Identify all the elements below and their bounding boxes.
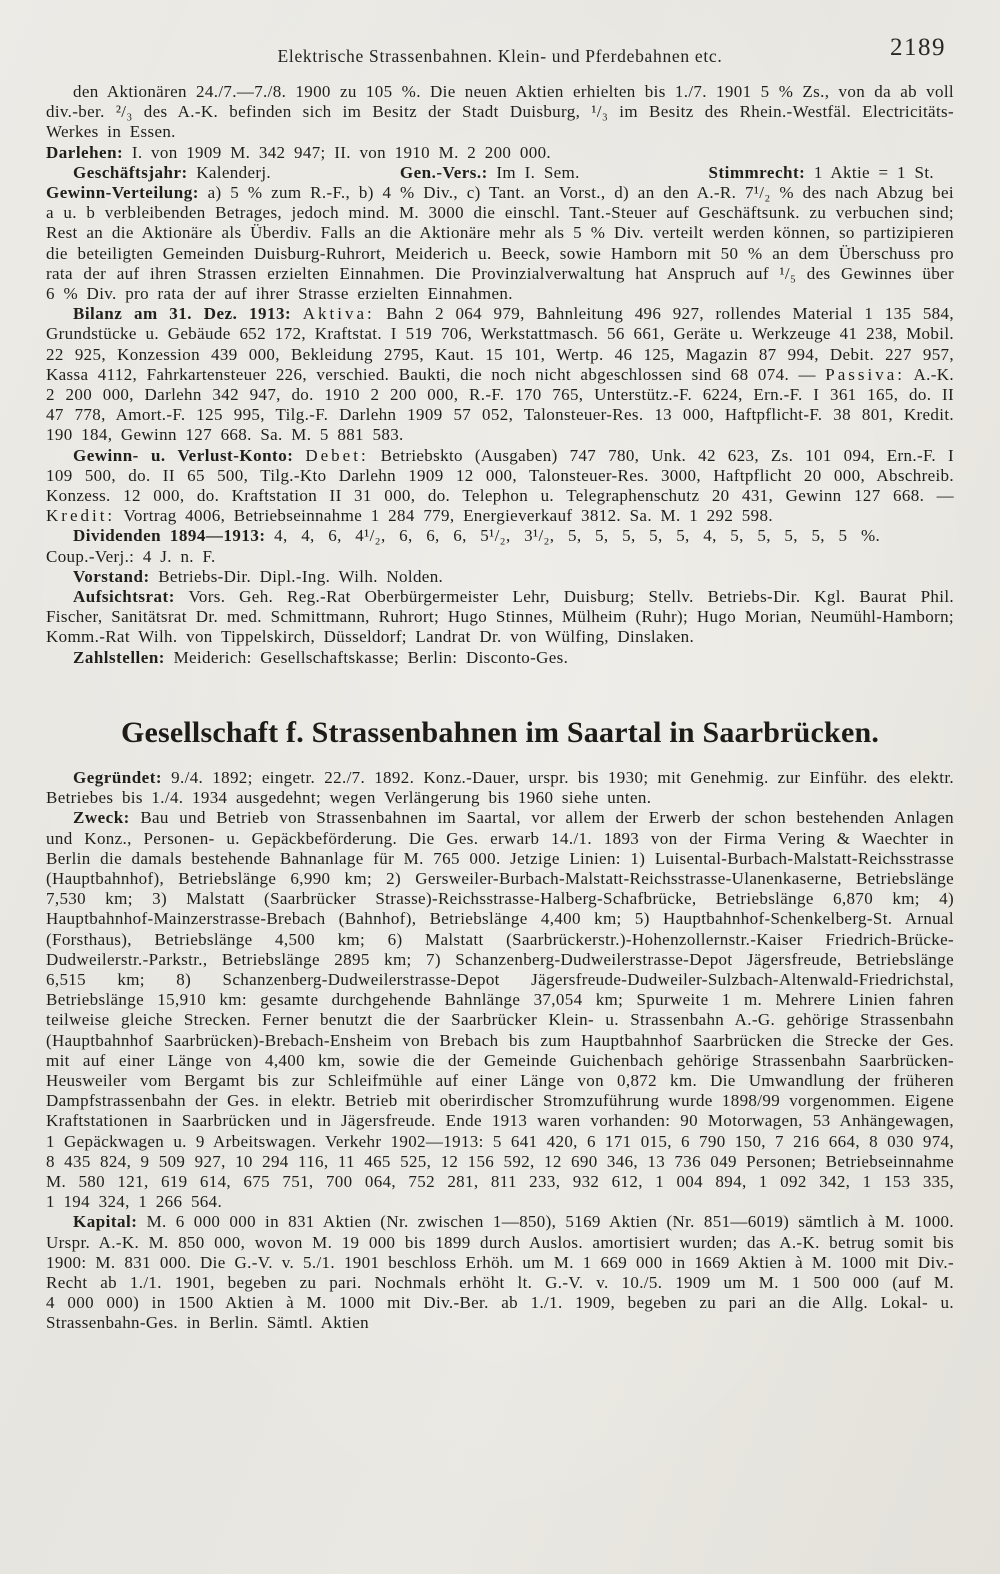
debet-text: Betriebskto (Ausgaben) 747 780, Unk. 42 623, Zs. 101 094, Ern.-F. I 109 500, do. II 65 500, Tilg.-Kto Darlehn 1909 12 000, Talonsteuer-Res. 3000, Haftpflicht 20 000, Abschreib. Konzess. 12 000, do. Kraftstation II 31 000, do. Telephon u. Telegraphenschutz 20 431, Gewinn 127 668. —: [46, 445, 954, 506]
gewinn-verteilung-label: Gewinn-Verteilung:: [46, 183, 199, 203]
paragraph-kapital: [46, 1212, 954, 1333]
gegruendet-text: 9./4. 1892; eingetr. 22./7. 1892. Konz.-Dauer, urspr. bis 1930; mit Genehmig. zur Einführ. des elektr. Betriebes bis 1./4. 1934 ausgedehnt; wegen Verlängerung bis 1960 siehe unten.: [46, 767, 954, 808]
paragraph-gewinn-verteilung: [46, 183, 954, 304]
guv-label: Gewinn- u. Verlust-Konto:: [73, 445, 294, 465]
gegruendet-label: Gegründet:: [73, 767, 163, 787]
paragraph-dividenden: [46, 526, 954, 546]
zahlstellen-text: Meiderich: Gesellschaftskasse; Berlin: Disconto-Ges.: [173, 647, 569, 667]
passiva-label: Passiva:: [825, 364, 906, 384]
geschaeftsjahr-label: Geschäftsjahr:: [73, 162, 188, 182]
aktiva-label: Aktiva:: [302, 304, 375, 324]
fact-gen-vers: [400, 163, 580, 183]
kredit-label: Kredit:: [46, 506, 116, 526]
dividenden-values: 4, 4, 6, 4¹/₂, 6, 6, 6, 5¹/₂, 3¹/₂, 5, 5, 5, 5, 5, 4, 5, 5, 5, 5, 5 %.: [274, 526, 881, 546]
kapital-text: M. 6 000 000 in 831 Aktien (Nr. zwischen 1—850), 5169 Aktien (Nr. 851—6019) sämtlich à M. 1000. Urspr. A.-K. M. 850 000, wovon M. 19 000 bis 1899 durch Auslos. amortisiert wurden; das A.-K. betrug somit bis 1900: M. 831 000. Die G.-V. v. 5./1. 1901 beschloss Erhöh. um M. 1 669 000 in 1669 Aktien à M. 1000 mit Div.-Recht ab 1./1. 1901, begeben zu pari. Nochmals erhöht lt. G.-V. v. 10./5. 1909 um M. 1 500 000 (auf M. 4 000 000) in 1500 Aktien à M. 1000 mit Div.-Ber. ab 1./1. 1909, begeben zu pari an die Allg. Lokal- u. Strassenbahn-Ges. in Berlin. Sämtl. Aktien: [46, 1212, 954, 1333]
fact-stimmrecht: [709, 163, 935, 183]
paragraph-gegruendet: [46, 768, 954, 808]
running-head: [46, 34, 954, 74]
running-head-title: Elektrische Strassenbahnen. Klein- und Pferdebahnen etc.: [277, 46, 723, 66]
bilanz-label: Bilanz am 31. Dez. 1913:: [73, 304, 292, 324]
paragraph-vorstand: [46, 567, 954, 587]
vorstand-label: Vorstand:: [73, 566, 150, 586]
passiva-text: A.-K. 2 200 000, Darlehn 342 947, do. 1910 2 200 000, R.-F. 170 765, Unterstütz.-F. 6224, Ern.-F. I 361 165, do. II 47 778, Amort.-F. 125 995, Tilg.-F. Darlehn 1909 57 052, Talonsteuer-Res. 13 000, Haftpflicht-F. 38 801, Kredit. 190 184, Gewinn 127 668. Sa. M. 5 881 583.: [46, 364, 954, 445]
entry-saartal: [46, 768, 954, 1334]
paragraph-darlehen: [46, 143, 954, 163]
zweck-text: Bau und Betrieb von Strassenbahnen im Saartal, vor allem der Erwerb der schon bestehenden Anlagen und Konz., Personen- u. Gepäckbeförderung. Die Ges. erwarb 14./1. 1893 von der Firma Vering & Waechter in Berlin die damals bestehende Bahnanlage für M. 765 000. Jetzige Linien: 1) Luisental-Burbach-Malstatt-Reichsstrasse (Hauptbahnhof), Betriebslänge 6,990 km; 2) Gersweiler-Burbach-Malstatt-Reichsstrasse-Ulanenkaserne, Betriebslänge 7,530 km; 3) Malstatt (Saarbrücker Strasse)-Reichsstrasse-Halberg-Schafbrücke, Betriebslänge 6,870 km; 4) Hauptbahnhof-Mainzerstrasse-Brebach (Bahnhof), Betriebslänge 4,400 km; 5) Hauptbahnhof-Schenkelberg-St. Arnual (Forsthaus), Betriebslänge 4,500 km; 6) Malstatt (Saarbrückerstr.)-Hohenzollernstr.-Kaiser Friedrich-Brücke-Dudweilerstr.-Parkstr., Betriebslänge 2895 km; 7) Schanzenberg-Dudweilerstrasse-Depot Jägersfreude, Betriebslänge 6,515 km; 8) Schanzenberg-Dudweilerstrasse-Depot Jägersfreude-Dudweiler-Sulzbach-Altenwald-Friedrichstal, Betriebslänge 15,910 km: gesamte durchgehende Bahnlänge 37,054 km; Spurweite 1 m. Mehrere Linien fahren teilweise gleiche Strecken. Ferner benutzt die der Saarbrücker Klein- u. Strassenbahn A.-G. gehörige Strassenbahn (Hauptbahnhof Saarbrücken)-Brebach-Ensheim von Brebach bis zum Hauptbahnhof Saarbrücken die Strecke der Ges. mit auf einer Länge von 4,400 km, sowie die der Gemeinde Guichenbach gehörige Strassenbahn Saarbrücken-Heusweiler vom Bergamt bis zur Schleifmühle auf einer Länge von 0,872 km. Die Umwandlung der früheren Dampfstrassenbahn der Ges. in elektr. Betrieb mit oberirdischer Stromzuführung wurde 1898/99 vorgenommen. Eigene Kraftstationen in Saarbrücken und in Jägersfreude. Ende 1913 waren vorhanden: 90 Motorwagen, 53 Anhängewagen, 1 Gepäckwagen u. 9 Arbeitswagen. Verkehr 1902—1913: 5 641 420, 6 171 015, 6 790 150, 7 216 664, 8 030 974, 8 435 824, 9 509 927, 10 294 116, 11 465 525, 12 156 592, 12 690 346, 13 736 049 Personen; Betriebseinnahme M. 580 121, 619 614, 675 751, 700 064, 752 281, 811 233, 932 612, 1 004 894, 1 092 342, 1 153 335, 1 194 324, 1 266 564.: [46, 808, 954, 1212]
paragraph-aufsichtsrat: [46, 587, 954, 648]
paragraph-gewinn-verlust-konto: [46, 446, 954, 527]
page-number: 2189: [890, 34, 946, 61]
aufsichtsrat-text: Vors. Geh. Reg.-Rat Oberbürgermeister Lehr, Duisburg; Stellv. Betriebs-Dir. Kgl. Baurat Phil. Fischer, Sanitätsrat Dr. med. Schmittmann, Ruhrort; Hugo Stinnes, Mülheim (Ruhr); Hugo Morian, Neumühl-Hamborn; Komm.-Rat Wilh. von Tippelskirch, Düsseldorf; Landrat Dr. von Wülfing, Dinslaken.: [46, 587, 954, 647]
aufsichtsrat-label: Aufsichtsrat:: [73, 587, 175, 607]
darlehen-text: I. von 1909 M. 342 947; II. von 1910 M. 2 200 000.: [131, 142, 552, 162]
paragraph-bilanz: [46, 304, 954, 445]
paragraph-continuation: [46, 82, 954, 143]
entry-duisburg: [46, 82, 954, 668]
stimmrecht-text: 1 Aktie = 1 St.: [813, 162, 934, 182]
paragraph-facts-row: [46, 163, 954, 183]
fact-geschaeftsjahr: [73, 163, 271, 183]
paragraph-zweck: [46, 808, 954, 1212]
vorstand-text: Betriebs-Dir. Dipl.-Ing. Wilh. Nolden.: [158, 566, 444, 586]
gen-vers-text: Im I. Sem.: [496, 162, 580, 182]
geschaeftsjahr-text: Kalenderj.: [196, 162, 272, 182]
darlehen-label: Darlehen:: [46, 142, 124, 162]
gewinn-verteilung-text: a) 5 % zum R.-F., b) 4 % Div., c) Tant. an Vorst., d) an den A.-R. 7¹/₂ % des nach Abzug bei a u. b verbleibenden Betrages, jedoch mind. M. 3000 die einschl. Tant.-Steuer auf Geschäftsunk. zu verbuchen sind; Rest an die Aktionäre als Überdiv. Falls an die Aktionäre mehr als 5 % Div. verteilt werden können, so partizipieren die beteiligten Gemeinden Duisburg-Ruhrort, Meiderich u. Beeck, sowie Hamborn mit 50 % an dem Überschuss pro rata der auf ihren Strassen erzielten Einnahmen. Die Provinzialverwaltung hat Anspruch auf ¹/₅ des Gewinnes über 6 % Div. pro rata der auf ihrer Strasse erzielten Einnahmen.: [46, 183, 954, 304]
zweck-label: Zweck:: [73, 808, 130, 828]
paragraph-zahlstellen: [46, 648, 954, 668]
paragraph-coup-verj: [46, 547, 954, 567]
company-heading: Gesellschaft f. Strassenbahnen im Saartal in Saarbrücken.: [120, 715, 880, 749]
debet-label: Debet:: [305, 445, 369, 465]
dividenden-label: Dividenden 1894—1913:: [73, 526, 266, 546]
kredit-text: Vortrag 4006, Betriebseinnahme 1 284 779, Energieverkauf 3812. Sa. M. 1 292 598.: [123, 506, 773, 526]
continuation-text: den Aktionären 24./7.—7./8. 1900 zu 105 %. Die neuen Aktien erhielten bis 1./7. 1901 5 % Zs., von da ab voll div.-ber. ²/₃ des A.-K. befinden sich im Besitz der Stadt Duisburg, ¹/₃ im Besitz des Rhein.-Westfäl. Electricitäts-Werkes in Essen.: [46, 82, 954, 142]
coup-verj-text: Coup.-Verj.: 4 J. n. F.: [46, 546, 216, 566]
zahlstellen-label: Zahlstellen:: [73, 647, 165, 667]
aktiva-text: Bahn 2 064 979, Bahnleitung 496 927, rollendes Material 1 135 584, Grundstücke u. Gebäude 652 172, Kraftstat. I 519 706, Werkstattmasch. 56 661, Geräte u. Werkzeuge 41 238, Mobil. 22 925, Konzession 439 000, Bekleidung 2795, Kaut. 15 101, Wertp. 46 125, Magazin 87 994, Debit. 227 957, Kassa 4112, Fahrkartensteuer 226, verschied. Baukti, die noch nicht abgeschlossen sind 68 074. —: [46, 304, 954, 384]
gen-vers-label: Gen.-Vers.:: [399, 162, 488, 182]
stimmrecht-label: Stimmrecht:: [708, 162, 806, 182]
kapital-label: Kapital:: [73, 1212, 138, 1232]
